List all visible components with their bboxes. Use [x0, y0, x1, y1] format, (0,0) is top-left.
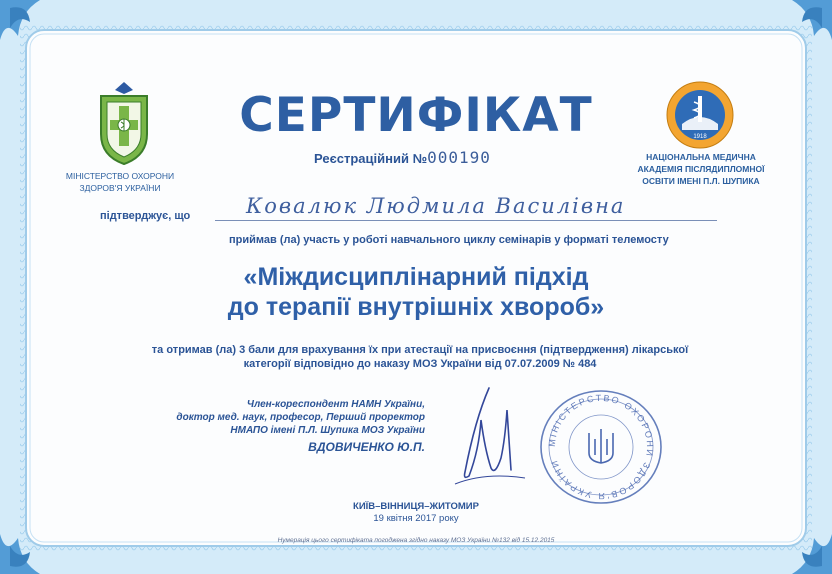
credits-line1: та отримав (ла) 3 бали для врахування їх при атестації на присвоєння (підтвердження) лікарської	[151, 344, 689, 356]
signatory-line2: доктор мед. наук, професор, Перший проректор	[176, 412, 425, 423]
credits-text	[120, 343, 720, 371]
ministry-name	[60, 170, 180, 194]
academy-name-line1: НАЦІОНАЛЬНА МЕДИЧНА	[646, 152, 756, 162]
certificate-place: КИЇВ–ВІННИЦЯ–ЖИТОМИР	[353, 501, 479, 512]
certificate-title: СЕРТИФІКАТ	[239, 88, 593, 143]
course-title	[0, 262, 832, 322]
certificate-date: 19 квітня 2017 року	[373, 513, 459, 524]
name-underline	[215, 220, 717, 221]
ministry-name-line2: ЗДОРОВ'Я УКРАЇНИ	[79, 183, 161, 193]
recipient-name: Ковалюк Людмила Василівна	[246, 194, 626, 218]
signatory-title	[120, 398, 425, 437]
signatory-line1: Член-кореспондент НАМН України,	[246, 399, 425, 410]
place-and-date	[0, 501, 832, 525]
signatory-line3: НМАПО імені П.Л. Шупика МОЗ України	[230, 425, 425, 436]
confirms-label: підтверджує, що	[100, 210, 191, 222]
academy-name	[636, 151, 766, 187]
registration	[314, 148, 491, 167]
footer-note: Нумерація цього сертифіката погоджена згідно наказу МОЗ України №132 від 15.12.2015	[277, 537, 555, 544]
academy-year: 1918	[693, 134, 707, 140]
academy-name-line3: ОСВІТИ ІМЕНІ П.Л. ШУПИКА	[642, 176, 760, 186]
handwritten-signature	[445, 380, 535, 490]
signatory-name: ВДОВИЧЕНКО Ю.П.	[308, 440, 425, 454]
ministry-name-line1: МІНІСТЕРСТВО ОХОРОНИ	[65, 171, 175, 181]
participation-text: приймав (ла) участь у роботі навчального циклу семінарів у форматі телемосту	[229, 234, 669, 246]
registration-label: Реєстраційний №	[314, 151, 428, 166]
course-title-line1: «Міждисциплінарний підхід	[243, 263, 589, 291]
stamp-text: МІНІСТЕРСТВО ОХОРОНИ ЗДОРОВ'Я УКРАЇНИ	[546, 392, 656, 502]
academy-name-line2: АКАДЕМІЯ ПІСЛЯДИПЛОМНОЇ	[637, 164, 765, 174]
credits-line2: категорії відповідно до наказу МОЗ України від 07.07.2009 № 484	[243, 358, 597, 370]
official-stamp	[538, 388, 664, 506]
trident-icon	[589, 429, 613, 463]
registration-number: 000190	[427, 148, 491, 167]
course-title-line2: до терапії внутрішніх хвороб»	[227, 293, 605, 321]
